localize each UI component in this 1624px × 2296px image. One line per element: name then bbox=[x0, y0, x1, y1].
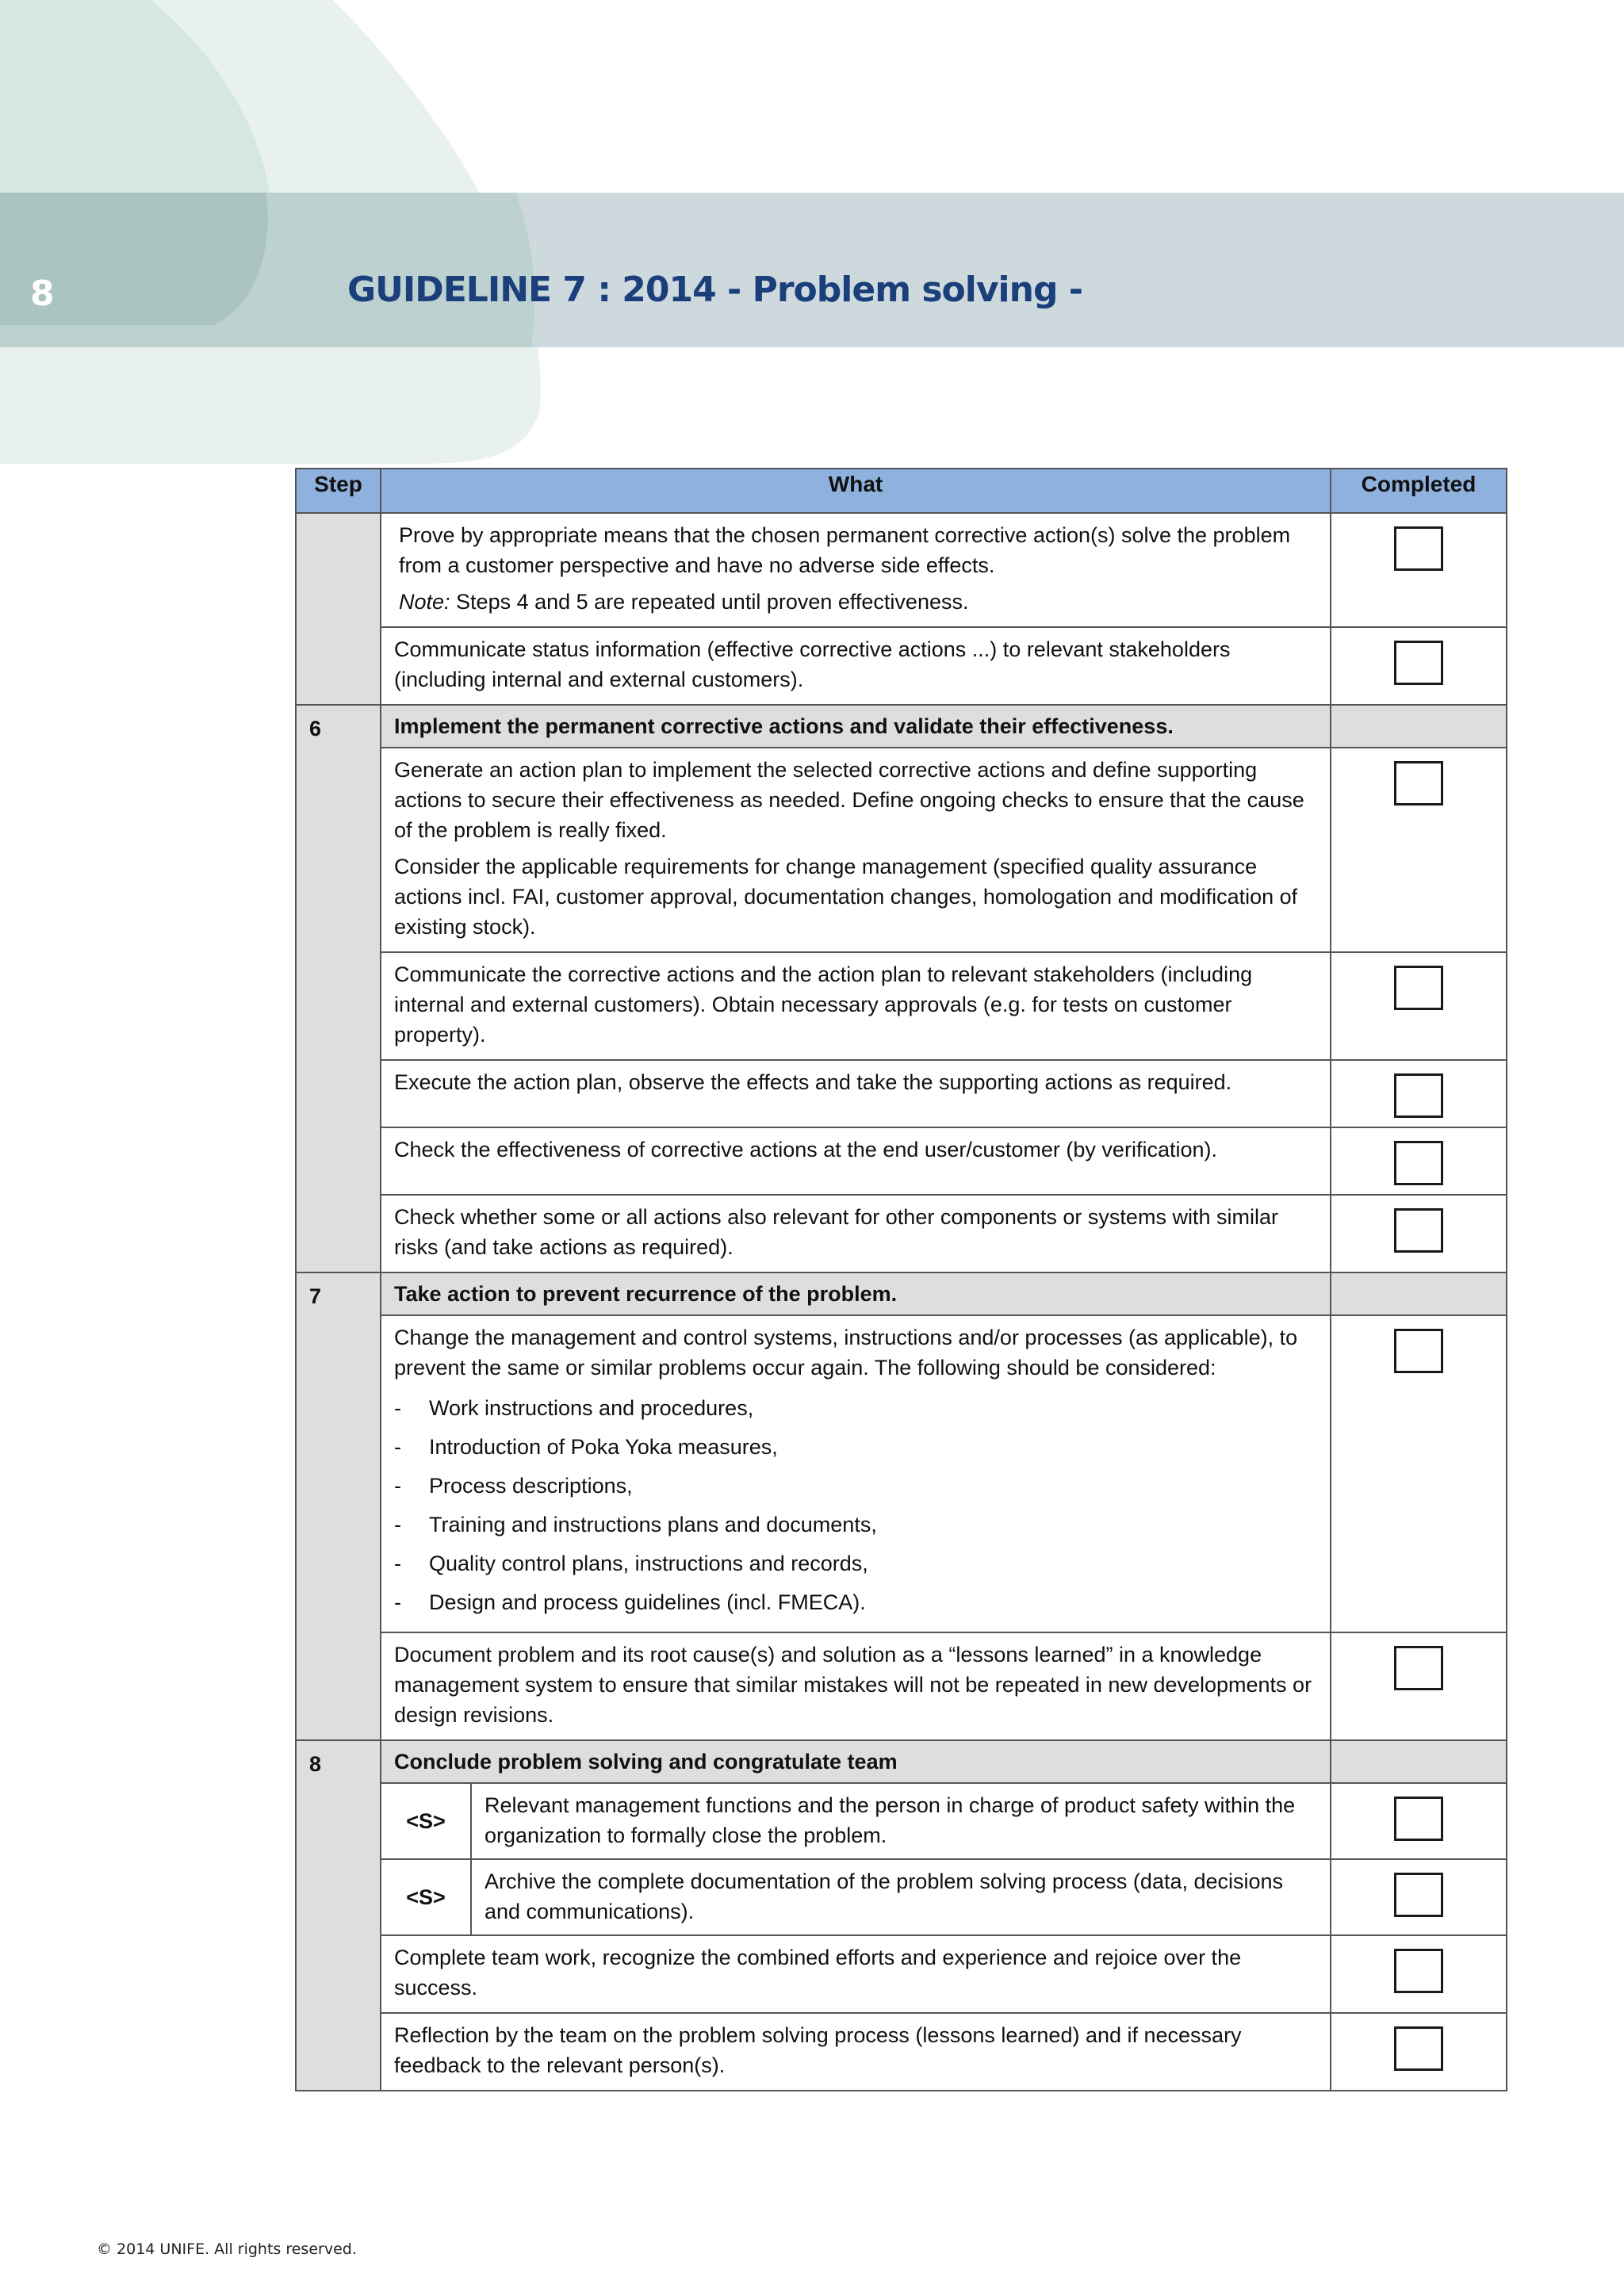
step-heading: Implement the permanent corrective actions and validate their effectiveness. bbox=[381, 705, 1331, 748]
completed-checkbox[interactable] bbox=[1394, 1141, 1443, 1185]
task-cell bbox=[381, 513, 1331, 627]
list-item bbox=[394, 1428, 1316, 1467]
completed-cell-empty bbox=[1331, 705, 1507, 748]
note-label: Note: bbox=[399, 590, 450, 614]
list-item-text: Work instructions and procedures, bbox=[429, 1396, 754, 1420]
table-row bbox=[296, 1315, 1507, 1632]
table-row bbox=[296, 952, 1507, 1060]
list-item bbox=[394, 1506, 1316, 1544]
header-what: What bbox=[381, 469, 1331, 513]
task-cell bbox=[381, 1632, 1331, 1740]
page-title: GUIDELINE 7 : 2014 - Problem solving - bbox=[347, 270, 1083, 310]
checklist-table bbox=[295, 468, 1507, 2091]
step-heading: Conclude problem solving and congratulate team bbox=[381, 1740, 1331, 1783]
completed-cell bbox=[1331, 513, 1507, 627]
completed-checkbox[interactable] bbox=[1394, 1208, 1443, 1253]
step-heading-row bbox=[296, 705, 1507, 748]
list-item bbox=[394, 1544, 1316, 1583]
completed-cell bbox=[1331, 627, 1507, 705]
completed-cell bbox=[1331, 1060, 1507, 1127]
safety-task bbox=[381, 1784, 1330, 1858]
task-cell bbox=[381, 627, 1331, 705]
list-dash: - bbox=[394, 1396, 401, 1420]
task-cell bbox=[381, 1935, 1331, 2013]
page-number: 8 bbox=[30, 274, 55, 314]
table-row bbox=[296, 627, 1507, 705]
task-text: Prove by appropriate means that the chosen permanent corrective action(s) solve the problem from a customer perspective and have no adverse side effects. bbox=[399, 523, 1291, 577]
completed-checkbox[interactable] bbox=[1394, 761, 1443, 806]
step-heading: Take action to prevent recurrence of the problem. bbox=[381, 1272, 1331, 1315]
task-cell bbox=[381, 1060, 1331, 1127]
safety-tag: <S> bbox=[381, 1860, 471, 1934]
task-cell bbox=[381, 2013, 1331, 2091]
completed-cell bbox=[1331, 952, 1507, 1060]
table-row bbox=[296, 1935, 1507, 2013]
completed-checkbox[interactable] bbox=[1394, 2026, 1443, 2071]
task-text-secondary: Consider the applicable requirements for change management (specified quality assurance actions incl. FAI, customer approval, documentation changes, homologation and modification of existing stock). bbox=[394, 855, 1298, 939]
completed-cell bbox=[1331, 1935, 1507, 2013]
completed-checkbox[interactable] bbox=[1394, 1873, 1443, 1917]
table-row bbox=[296, 1859, 1507, 1935]
task-cell bbox=[381, 952, 1331, 1060]
completed-cell bbox=[1331, 2013, 1507, 2091]
task-text: Reflection by the team on the problem solving process (lessons learned) and if necessary feedback to the relevant person(s). bbox=[394, 2023, 1242, 2077]
step-number: 8 bbox=[296, 1740, 381, 2091]
completed-cell-empty bbox=[1331, 1740, 1507, 1783]
list-item-text: Quality control plans, instructions and records, bbox=[429, 1552, 868, 1575]
step-number: 6 bbox=[296, 705, 381, 1272]
note-text: Steps 4 and 5 are repeated until proven effectiveness. bbox=[450, 590, 969, 614]
completed-checkbox[interactable] bbox=[1394, 1073, 1443, 1118]
task-text: Execute the action plan, observe the effects and take the supporting actions as required. bbox=[394, 1070, 1232, 1094]
list-dash: - bbox=[394, 1435, 401, 1459]
header-completed: Completed bbox=[1331, 469, 1507, 513]
safety-tag: <S> bbox=[381, 1784, 471, 1858]
completed-checkbox[interactable] bbox=[1394, 1329, 1443, 1373]
step-heading-row bbox=[296, 1272, 1507, 1315]
list-item bbox=[394, 1389, 1316, 1428]
table-row bbox=[296, 1127, 1507, 1195]
completed-checkbox[interactable] bbox=[1394, 1949, 1443, 1993]
completed-checkbox[interactable] bbox=[1394, 641, 1443, 685]
task-cell bbox=[381, 1127, 1331, 1195]
task-text: Communicate the corrective actions and the action plan to relevant stakeholders (including internal and external customers). Obtain necessary approvals (e.g. for tests on customer property). bbox=[394, 962, 1253, 1047]
list-item-text: Training and instructions plans and documents, bbox=[429, 1513, 877, 1536]
completed-cell bbox=[1331, 1127, 1507, 1195]
step-number: 7 bbox=[296, 1272, 381, 1740]
list-dash: - bbox=[394, 1552, 401, 1575]
completed-cell bbox=[1331, 1195, 1507, 1272]
task-cell bbox=[381, 1859, 1331, 1935]
step-cell-continued bbox=[296, 513, 381, 705]
table-row bbox=[296, 513, 1507, 627]
table-row bbox=[296, 2013, 1507, 2091]
completed-cell-empty bbox=[1331, 1272, 1507, 1315]
safety-task bbox=[381, 1860, 1330, 1934]
task-text: Complete team work, recognize the combined efforts and experience and rejoice over the success. bbox=[394, 1946, 1242, 1999]
table-row bbox=[296, 1783, 1507, 1859]
completed-cell bbox=[1331, 748, 1507, 952]
completed-cell bbox=[1331, 1783, 1507, 1859]
completed-cell bbox=[1331, 1315, 1507, 1632]
list-dash: - bbox=[394, 1513, 401, 1536]
list-dash: - bbox=[394, 1474, 401, 1498]
list-dash: - bbox=[394, 1590, 401, 1614]
task-text: Document problem and its root cause(s) and solution as a “lessons learned” in a knowledge management system to ensure that similar mistakes will not be repeated in new developments or design revisions. bbox=[394, 1643, 1312, 1727]
list-item-text: Design and process guidelines (incl. FMECA). bbox=[429, 1590, 866, 1614]
header-step: Step bbox=[296, 469, 381, 513]
task-text: Communicate status information (effective corrective actions ...) to relevant stakeholders (including internal and external customers). bbox=[394, 637, 1231, 691]
task-text: Archive the complete documentation of the problem solving process (data, decisions and communications). bbox=[485, 1869, 1284, 1923]
task-text: Relevant management functions and the person in charge of product safety within the organization to formally close the problem. bbox=[485, 1793, 1296, 1847]
task-note bbox=[399, 587, 1316, 617]
list-item-text: Process descriptions, bbox=[429, 1474, 633, 1498]
completed-cell bbox=[1331, 1632, 1507, 1740]
task-cell bbox=[381, 748, 1331, 952]
completed-checkbox[interactable] bbox=[1394, 1797, 1443, 1841]
completed-cell bbox=[1331, 1859, 1507, 1935]
copyright-footer: © 2014 UNIFE. All rights reserved. bbox=[97, 2241, 357, 2258]
table-header-row bbox=[296, 469, 1507, 513]
completed-checkbox[interactable] bbox=[1394, 966, 1443, 1010]
task-cell bbox=[381, 1315, 1331, 1632]
task-text: Generate an action plan to implement the selected corrective actions and define supporting actions to secure their effectiveness as needed. Define ongoing checks to ensure that the cause of the problem is really fixed. bbox=[394, 758, 1304, 842]
completed-checkbox[interactable] bbox=[1394, 1646, 1443, 1690]
list-item-text: Introduction of Poka Yoka measures, bbox=[429, 1435, 778, 1459]
table-row bbox=[296, 1060, 1507, 1127]
task-cell bbox=[381, 1195, 1331, 1272]
task-cell bbox=[381, 1783, 1331, 1859]
list-item bbox=[394, 1583, 1316, 1622]
completed-checkbox[interactable] bbox=[1394, 526, 1443, 571]
task-text: Change the management and control systems, instructions and/or processes (as applicable), to prevent the same or similar problems occur again. The following should be considered: bbox=[394, 1326, 1298, 1380]
table-row bbox=[296, 1632, 1507, 1740]
list-item bbox=[394, 1467, 1316, 1506]
task-text: Check the effectiveness of corrective actions at the end user/customer (by verification). bbox=[394, 1138, 1217, 1161]
table-row bbox=[296, 748, 1507, 952]
step-heading-row bbox=[296, 1740, 1507, 1783]
consideration-list bbox=[394, 1389, 1316, 1622]
task-text: Check whether some or all actions also relevant for other components or systems with similar risks (and take actions as required). bbox=[394, 1205, 1278, 1259]
table-row bbox=[296, 1195, 1507, 1272]
